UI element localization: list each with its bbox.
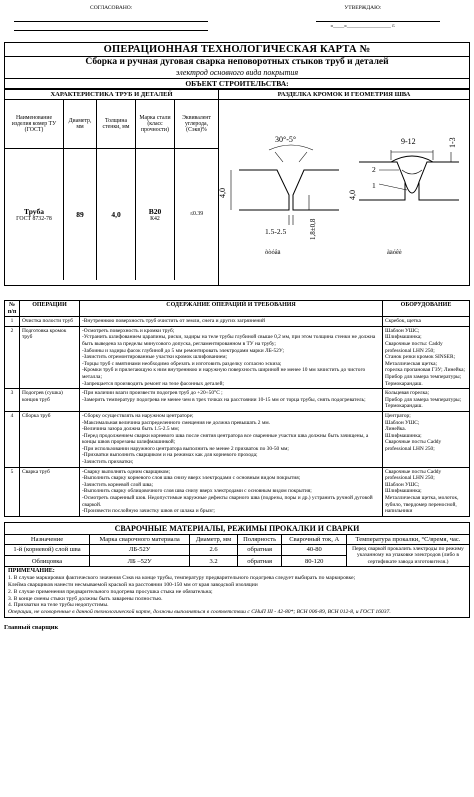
notes-block — [4, 567, 470, 618]
card-title: ОПЕРАЦИОННАЯ ТЕХНОЛОГИЧЕСКАЯ КАРТА № — [5, 43, 469, 57]
caption-right: ãäóêè — [387, 249, 402, 256]
ops-name-head: ОПЕРАЦИИ — [20, 301, 80, 317]
weld-sketch — [359, 150, 459, 200]
operation-equipment: Сварочные посты Caddy professional LHN 250; Шаблон УШС; Шлифмашинка; Металлическая щетка, молоток, зубило, твердомер переносной, напильники — [383, 467, 470, 516]
operation-name: Сварка труб — [20, 467, 80, 516]
pipe-steel-cell — [136, 148, 175, 280]
operation-content: -Сварку выполнять одним сварщиком; -Выполнить сварку корневого слоя шва снизу вверх электродами с основным видом покрытия; -Зачистить корневой слой шва; -Выполнить сварку облицовочного слоя шва снизу вверх электродами с основным видом покрытия; -Осмотреть сваренный шов. Недопустимые наружные дефекты сварного шва (подрезы, поры и др.) устранить ручной дуговой сваркой. -Произвести послойную зачистку швов от шлака и брызг; — [80, 467, 383, 516]
pipe-table — [5, 100, 218, 280]
operation-name: Очистка полости труб — [20, 317, 80, 327]
col-name-head: Наименование изделия комер ТУ (ГОСТ) — [5, 100, 64, 148]
pipe-carbon: ≤0.39 — [175, 148, 219, 280]
operation-content: -Сборку осуществлять на наружном центраторе; -Максимальная величина распределенного смещения не должна превышать 2 мм. -Величина зазора должна быть 1.5-2.5 мм; -Перед продолжением сварки корневого шва после снятия центратора все сваренные участки шва должны быть зачищены, а концы швов прорезаны шлифмашинкой; -При использовании наружного центратора выполнить не менее 2 прихваток по 30-50 мм; -Прихватки выполнить сварщиком и на режимах как для корневого прохода; -Зачистить прихватки; — [80, 411, 383, 467]
title-block — [4, 42, 470, 286]
mat-temp-note: Перед сваркой прокалить электроды по режиму указанному на упаковке электродов (либо в сертификате завода изготовителя.) — [347, 544, 470, 567]
operation-content: -При наличии влаги произвести подогрев труб до +20÷50°С ; -Замерить температуру подогрева не менее чем в трех точках на расстоянии 10-15 мм от торца трубы, снять подогреватель; — [80, 389, 383, 412]
mat-purpose-head: Назначение — [5, 534, 90, 544]
mat-row-1-polarity: обратная — [237, 544, 282, 555]
mat-temp-head: Температура прокалки, °С/время, час. — [347, 534, 470, 544]
mat-row-2-brand: ЛБ –52У — [90, 556, 190, 567]
operation-row — [5, 317, 470, 327]
operation-number: 3 — [5, 389, 20, 412]
materials-table — [4, 522, 470, 568]
edge-geometry-heading: РАЗДЕЛКА КРОМОК И ГЕОМЕТРИЯ ШВА — [219, 90, 470, 100]
note-3: 3. В конце смены стыки труб должны быть заварены полностью. — [8, 595, 163, 602]
operation-equipment: Шаблон УШС; Шлифмашинка; Сварочные посты: Caddy professional LHN 250; Станок резки кромок SINSER; Металлическая щетка; горелка пропановая ГЗУ; Линейка; Прибор для замера температуры; Термокарандаш. — [383, 326, 470, 388]
mat-row-1-purpose: 1-й (корневой) слой шва — [5, 544, 90, 555]
operation-content: -Внутреннюю поверхность труб очистить от земли, снега и других загрязнений — [80, 317, 383, 327]
final-note: Операции, не оговоренные в данной технологической карте, должны выполняться в соответствии с СНиП III - 42-80*; ВСН 006-89, ВСН 012-8, и ГОСТ 16037. — [8, 609, 391, 616]
mat-row-2-purpose: Облицовка — [5, 556, 90, 567]
agreed-signature-line — [14, 13, 208, 22]
layer-1-label: 1 — [372, 181, 376, 190]
operations-body — [5, 317, 470, 517]
mat-current-head: Сварочный ток, А — [282, 534, 347, 544]
reinforcement-label: 1-3 — [448, 137, 457, 148]
approval-block — [4, 4, 470, 42]
chief-welder-signature: Главный сварщик — [4, 623, 59, 631]
mat-row-2-polarity: обратная — [237, 556, 282, 567]
operation-number: 4 — [5, 411, 20, 467]
pipe-section — [5, 89, 469, 285]
col-steel-head: Марка стали (класс прочности) — [136, 100, 175, 148]
operations-table — [4, 300, 470, 517]
note-1: 1. В случае маркировки фактического значения Сэкв на конце трубы, температуру предварительного подогрева следует выбирать по маркировке; Клейма сварщиков нанести несмываемой краской на расстоянии 100-150 мм от края заводской изоляции — [8, 575, 356, 588]
edge-drawing — [219, 100, 469, 280]
col-carbon-head: Эквивалент углерода, (Сэкв)% — [175, 100, 219, 148]
operation-row — [5, 389, 470, 412]
ops-equip-head: ОБОРУДОВАНИЕ — [383, 301, 470, 317]
card-subtitle: Сборка и ручная дуговая сварка неповоротных стыков труб и деталей — [85, 57, 389, 67]
mat-row-1-current: 40-80 — [282, 544, 347, 555]
land-label: 1,8±0,8 — [309, 218, 317, 240]
weld-thickness-label: 4,0 — [348, 190, 357, 200]
construction-object: ОБЪЕКТ СТРОИТЕЛЬСТВА: — [5, 79, 469, 89]
operation-name: Сборка труб — [20, 411, 80, 467]
approved-label: УТВЕРЖДАЮ: — [344, 5, 382, 11]
operation-number: 2 — [5, 326, 20, 388]
col-wall-head: Толщина стенки, мм — [97, 100, 136, 148]
mat-polarity-head: Полярность — [237, 534, 282, 544]
note-4: 4. Прихватки на теле трубы недопустимы. — [8, 602, 109, 609]
operation-number: 5 — [5, 467, 20, 516]
thickness-label: 4,0 — [218, 188, 227, 198]
operation-row — [5, 467, 470, 516]
root-gap-label: 1.5-2.5 — [265, 227, 287, 236]
operation-number: 1 — [5, 317, 20, 327]
agreed-label: СОГЛАСОВАНО: — [90, 5, 133, 11]
pipe-name: Труба — [24, 206, 44, 216]
approved-signature-line — [316, 13, 440, 22]
approved-date-line: «____»________________ г. — [330, 23, 396, 29]
operation-row — [5, 326, 470, 388]
edge-drawing-cell — [219, 100, 470, 286]
note-2: 2. В случае применения предварительного подогрева просушка стыка не обязательна; — [8, 588, 213, 595]
bevel-angle: 30°-5° — [275, 135, 297, 144]
operation-equipment: Центратор; Шаблон УШС; Линейка. Шлифмашинка; Сварочные посты Caddy professional LHN 250; — [383, 411, 470, 467]
pipe-steel-class: К42 — [150, 215, 160, 222]
pipe-steel: В20 — [148, 206, 162, 216]
operation-equipment: Кольцевая горелка; Прибор для замера температуры; Термокарандаш. — [383, 389, 470, 412]
pipe-name-cell — [5, 148, 64, 280]
operation-name: Подогрев (сушка) концов труб — [20, 389, 80, 412]
mat-diameter-head: Диаметр, мм — [190, 534, 238, 544]
col-diameter-head: Диаметр, мм — [64, 100, 97, 148]
pipe-wall: 4,0 — [97, 148, 136, 280]
mat-row-1-brand: ЛБ-52У — [90, 544, 190, 555]
materials-title: СВАРОЧНЫЕ МАТЕРИАЛЫ, РЕЖИМЫ ПРОКАЛКИ И СВАРКИ — [5, 522, 470, 534]
weld-width-label: 9-12 — [401, 137, 416, 146]
notes-heading: ПРИМЕЧАНИЕ: — [8, 568, 55, 575]
pipe-gost: ГОСТ 8732-78 — [16, 215, 52, 222]
approval-right — [256, 4, 470, 42]
ops-content-head: СОДЕРЖАНИЕ ОПЕРАЦИЙ И ТРЕБОВАНИЯ — [80, 301, 383, 317]
ops-num-head: № п/п — [5, 301, 20, 317]
operation-content: -Осмотреть поверхность и кромки труб; -Устранить шлифованием царапины, риски, задиры на теле трубы глубиной свыше 0,2 мм, при этом толщина стенки не должна быть выведена за пределы минусового допуска, регламентированном в ТУ на трубу; -Забоины и задиры фасок глубиной до 5 мм ремонтировать электродами марки ЛБ-52У; -Зачистить отремонтированные участки кромок шлифованием; -Торцы труб с вмятинами необходимо обрезать и изготовить разделку согласно эскиза; -Кромки труб и прилегающую к ним внутреннюю и наружную поверхность шириной не менее 10 мм зачистить до чистого металла; -Запрещается производить ремонт на теле фасонных деталей; — [80, 326, 383, 388]
card-subtitle-electrode: электрод основного вида покрытия — [5, 68, 469, 79]
operation-name: Подготовка кромок труб — [20, 326, 80, 388]
operation-row — [5, 411, 470, 467]
approval-left — [4, 4, 218, 42]
pipe-characteristics-heading: ХАРАКТЕРИСТИКА ТРУБ И ДЕТАЛЕЙ — [5, 90, 219, 100]
mat-row-1-diameter: 2.6 — [190, 544, 238, 555]
mat-brand-head: Марка сварочного материала — [90, 534, 190, 544]
mat-row-2-diameter: 3.2 — [190, 556, 238, 567]
agreed-signature-line-2 — [14, 22, 208, 31]
bevel-sketch — [231, 145, 339, 225]
mat-row-2-current: 80-120 — [282, 556, 347, 567]
layer-2-label: 2 — [372, 165, 376, 174]
caption-left: õòóâä — [265, 249, 281, 256]
operation-equipment: Скребок, щетка — [383, 317, 470, 327]
pipe-diameter: 89 — [64, 148, 97, 280]
